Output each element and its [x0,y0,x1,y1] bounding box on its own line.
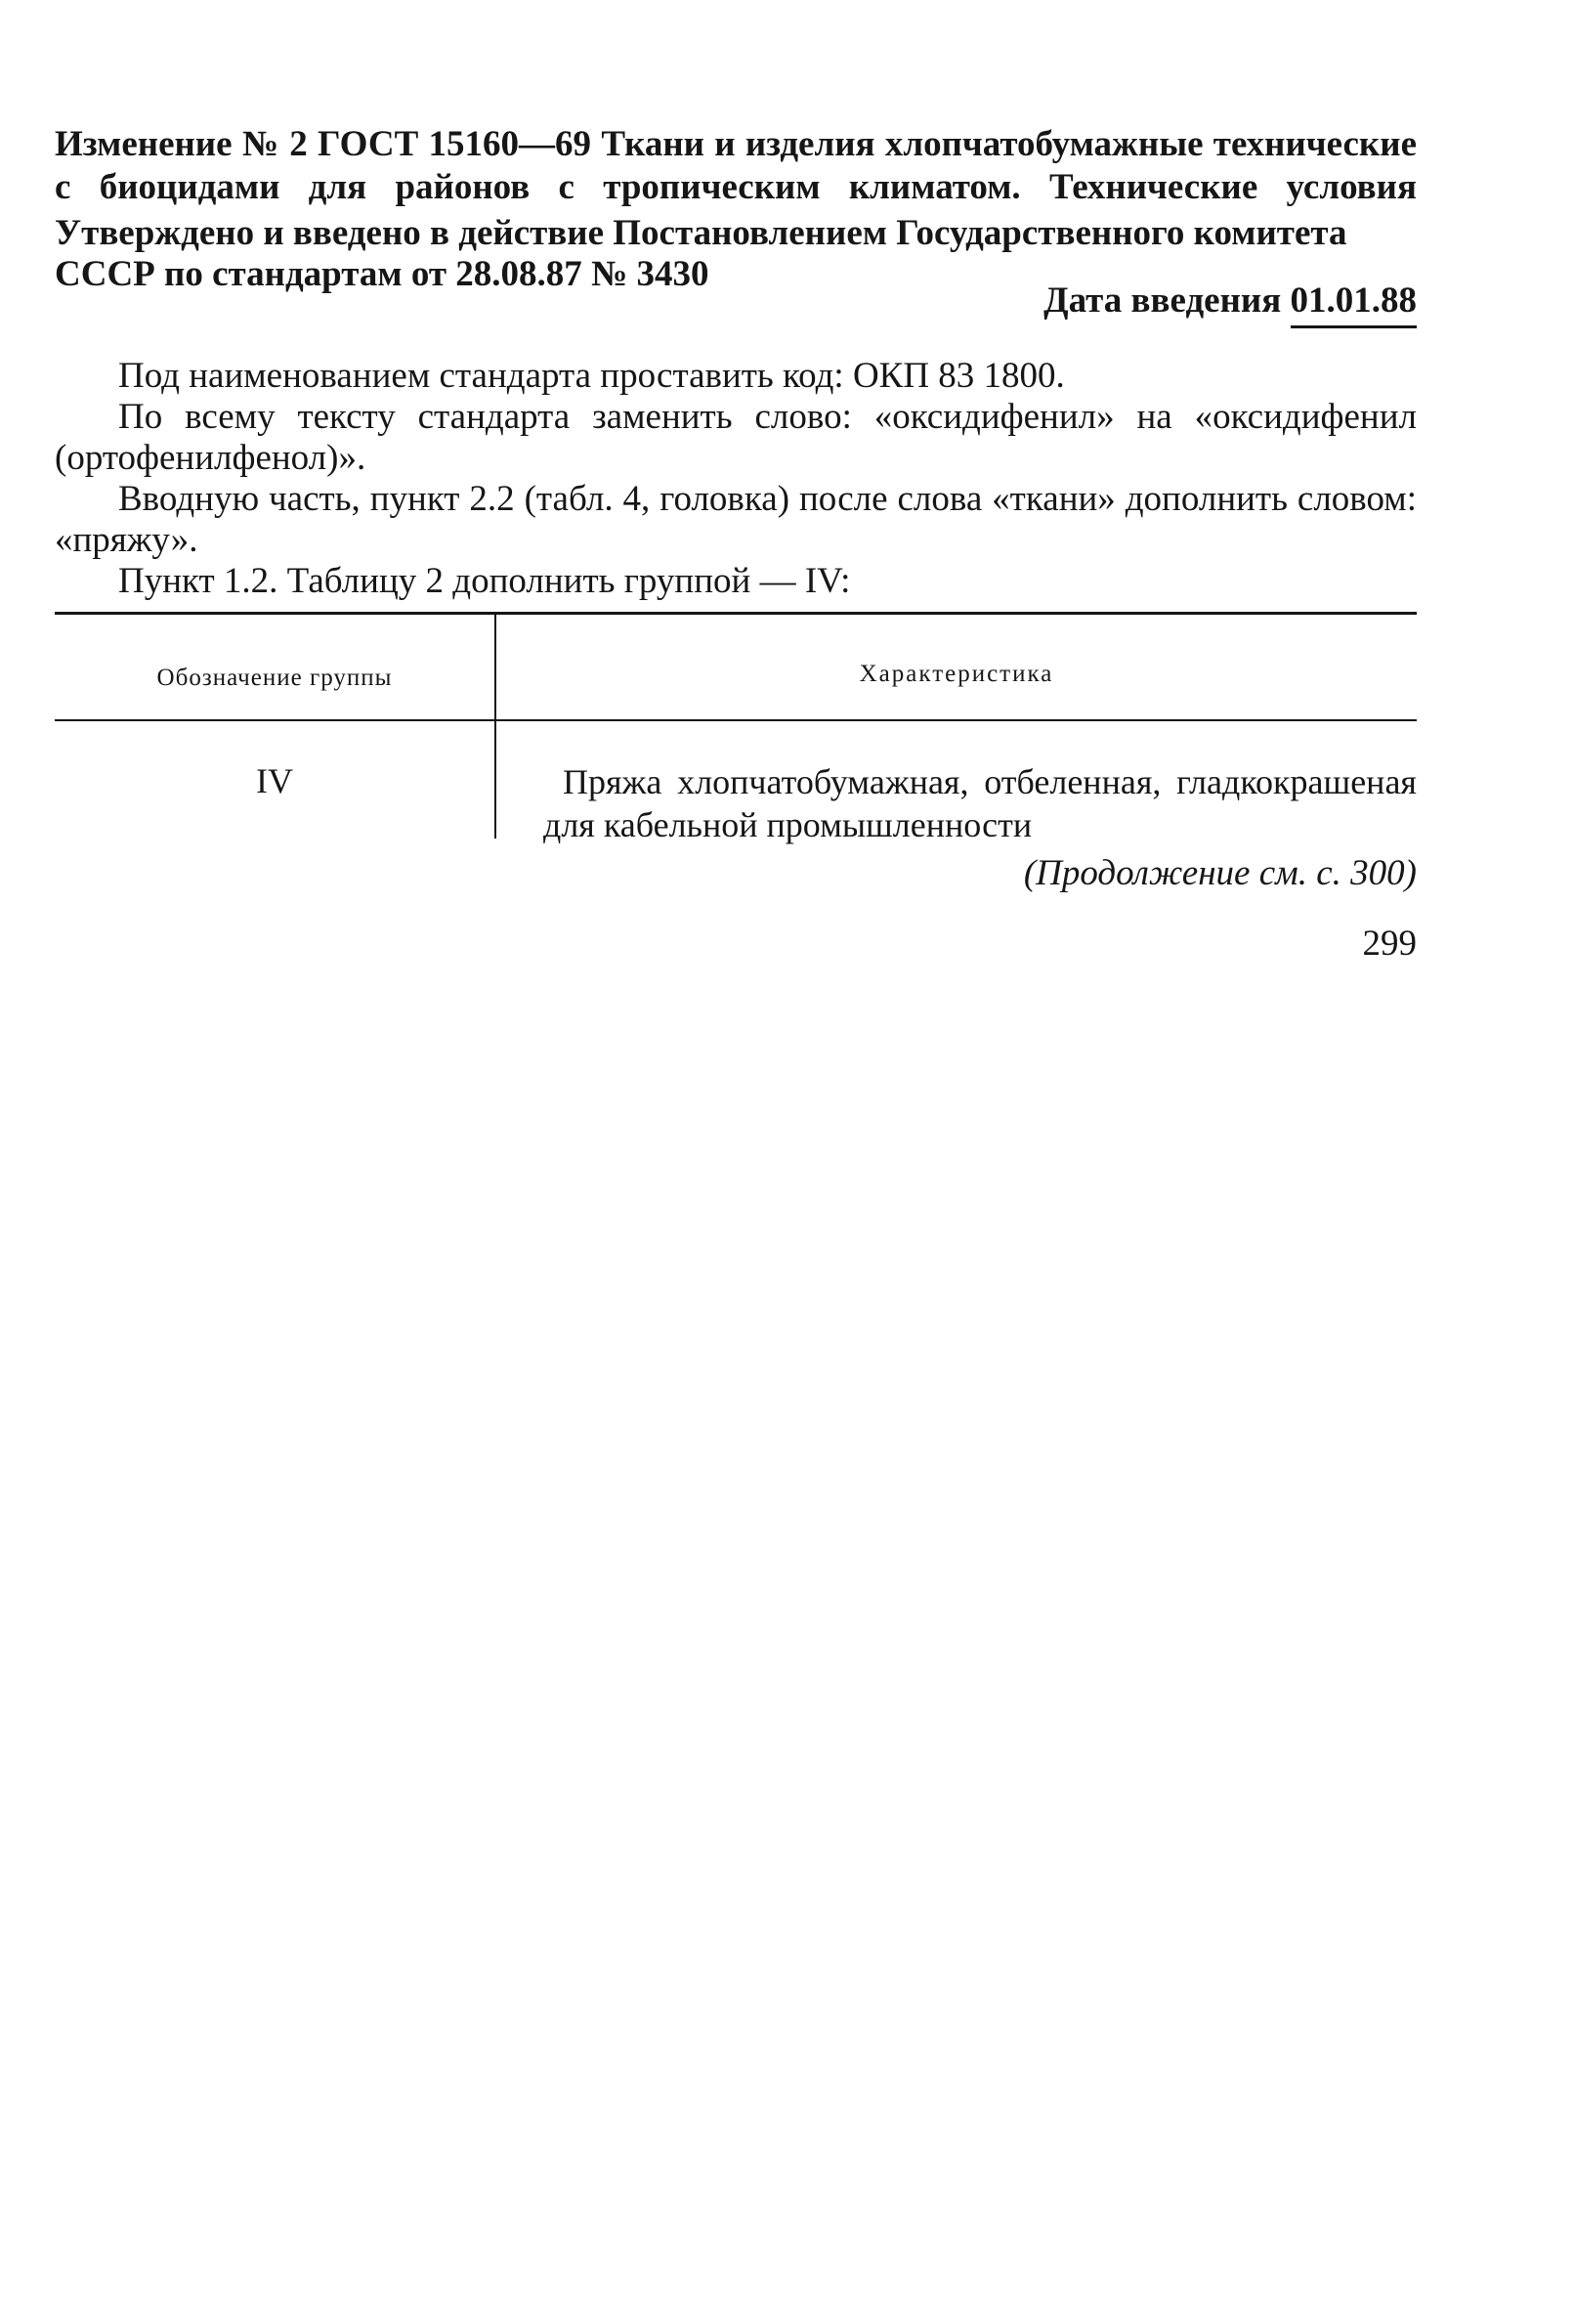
body-column-divider [494,721,496,839]
amendment-body [55,356,1417,602]
paragraph: По всему тексту стандарта заменить слово: «оксидифенил» на «оксидифенил (ортофенилфенол)». [55,397,1417,478]
paragraph: Вводную часть, пункт 2.2 (табл. 4, головка) после слова «ткани» дополнить словом: «пряжу». [55,479,1417,560]
column-header-group: Обозначение группы [156,665,393,691]
paragraph: Под наименованием стандарта проставить код: ОКП 83 1800. [118,356,1065,396]
header-bottom-rule [55,719,1417,721]
table-cell-group: IV [256,761,293,800]
table-cell-characteristic: Пряжа хлопчатобумажная, отбеленная, гладкокрашеная для кабельной промышленности [543,762,1417,844]
paragraph: Пункт 1.2. Таблицу 2 дополнить группой — IV: [118,561,851,601]
effective-date-value: 01.01.88 [1291,280,1418,328]
amendment-title: Изменение № 2 ГОСТ 15160—69 Ткани и изделия хлопчатобумажные технические с биоцидами для районов с тропическим климатом. Технические условия [55,124,1417,207]
continuation-note: (Продолжение см. с. 300) [1023,853,1417,893]
page-number: 299 [1362,924,1417,964]
approval-line-2: СССР по стандартам от 28.08.87 № 3430 [55,254,709,294]
column-header-characteristic: Характеристика [859,661,1054,687]
effective-date-label: Дата введения [1043,280,1282,321]
table-top-rule [55,612,1417,615]
approval-line-1: Утверждено и введено в действие Постановлением Государственного комитета [55,213,1347,253]
effective-date [55,280,1417,328]
